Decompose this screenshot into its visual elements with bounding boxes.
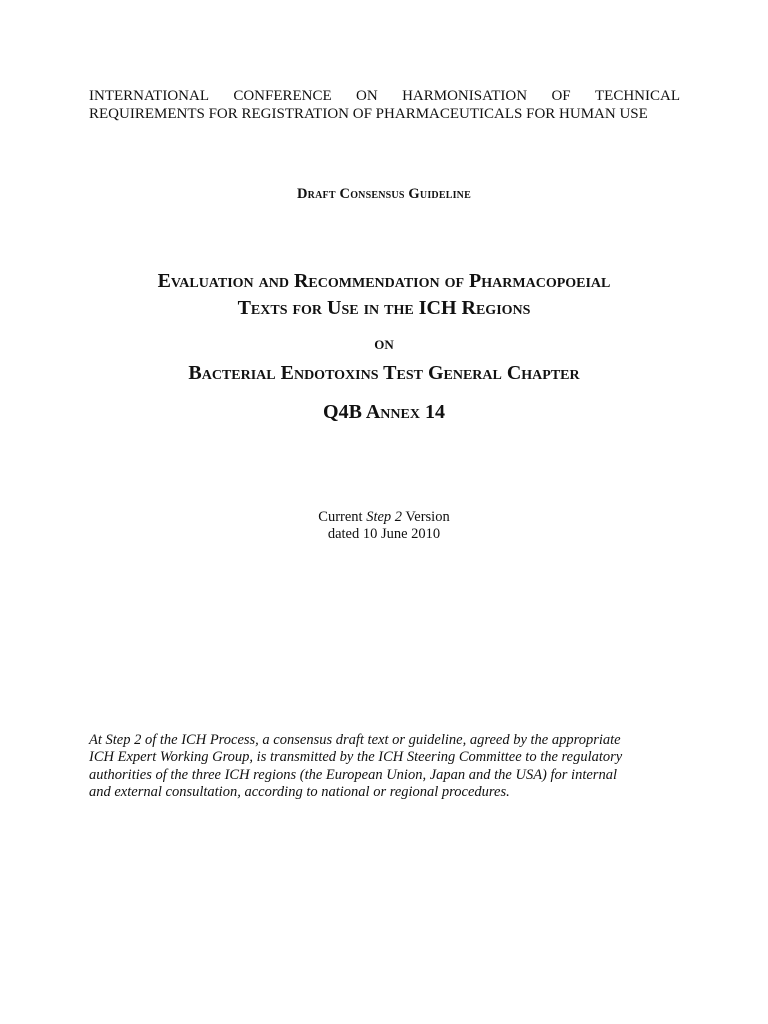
conference-header: [89, 87, 680, 123]
version-block: [0, 509, 768, 543]
notice-line: ICH Expert Working Group, is transmitted by the ICH Steering Committee to the regulatory: [89, 749, 623, 766]
notice-line: At Step 2 of the ICH Process, a consensus draft text or guideline, agreed by the appropriate: [89, 732, 621, 748]
step-2-notice: [89, 732, 689, 801]
annex-label: Q4B Annex 14: [323, 401, 445, 423]
version-suffix: Version: [402, 509, 450, 525]
notice-line: authorities of the three ICH regions (the European Union, Japan and the USA) for internal: [89, 766, 617, 783]
version-prefix: Current: [318, 509, 367, 525]
on-label: on: [374, 333, 394, 354]
header-word: CONFERENCE: [233, 88, 332, 104]
title-line-2: Texts for Use in the ICH Regions: [237, 297, 531, 319]
header-word: TECHNICAL: [595, 88, 680, 104]
header-word: HARMONISATION: [402, 88, 528, 104]
header-line-1: [89, 87, 680, 105]
version-step: Step 2: [366, 509, 403, 525]
document-title: [0, 268, 768, 322]
title-line-1: Evaluation and Recommendation of Pharmacopoeial: [157, 270, 611, 292]
version-date: dated 10 June 2010: [327, 526, 441, 542]
chapter-title: Bacterial Endotoxins Test General Chapter: [188, 362, 580, 384]
notice-line: and external consultation, according to national or regional procedures.: [89, 783, 510, 800]
header-word: INTERNATIONAL: [89, 88, 209, 104]
version-line: [0, 509, 768, 526]
header-word: ON: [356, 88, 378, 104]
draft-consensus-label: Draft Consensus Guideline: [297, 186, 471, 202]
header-line-2: REQUIREMENTS FOR REGISTRATION OF PHARMACEUTICALS FOR HUMAN USE: [89, 106, 648, 122]
header-word: OF: [551, 88, 571, 104]
